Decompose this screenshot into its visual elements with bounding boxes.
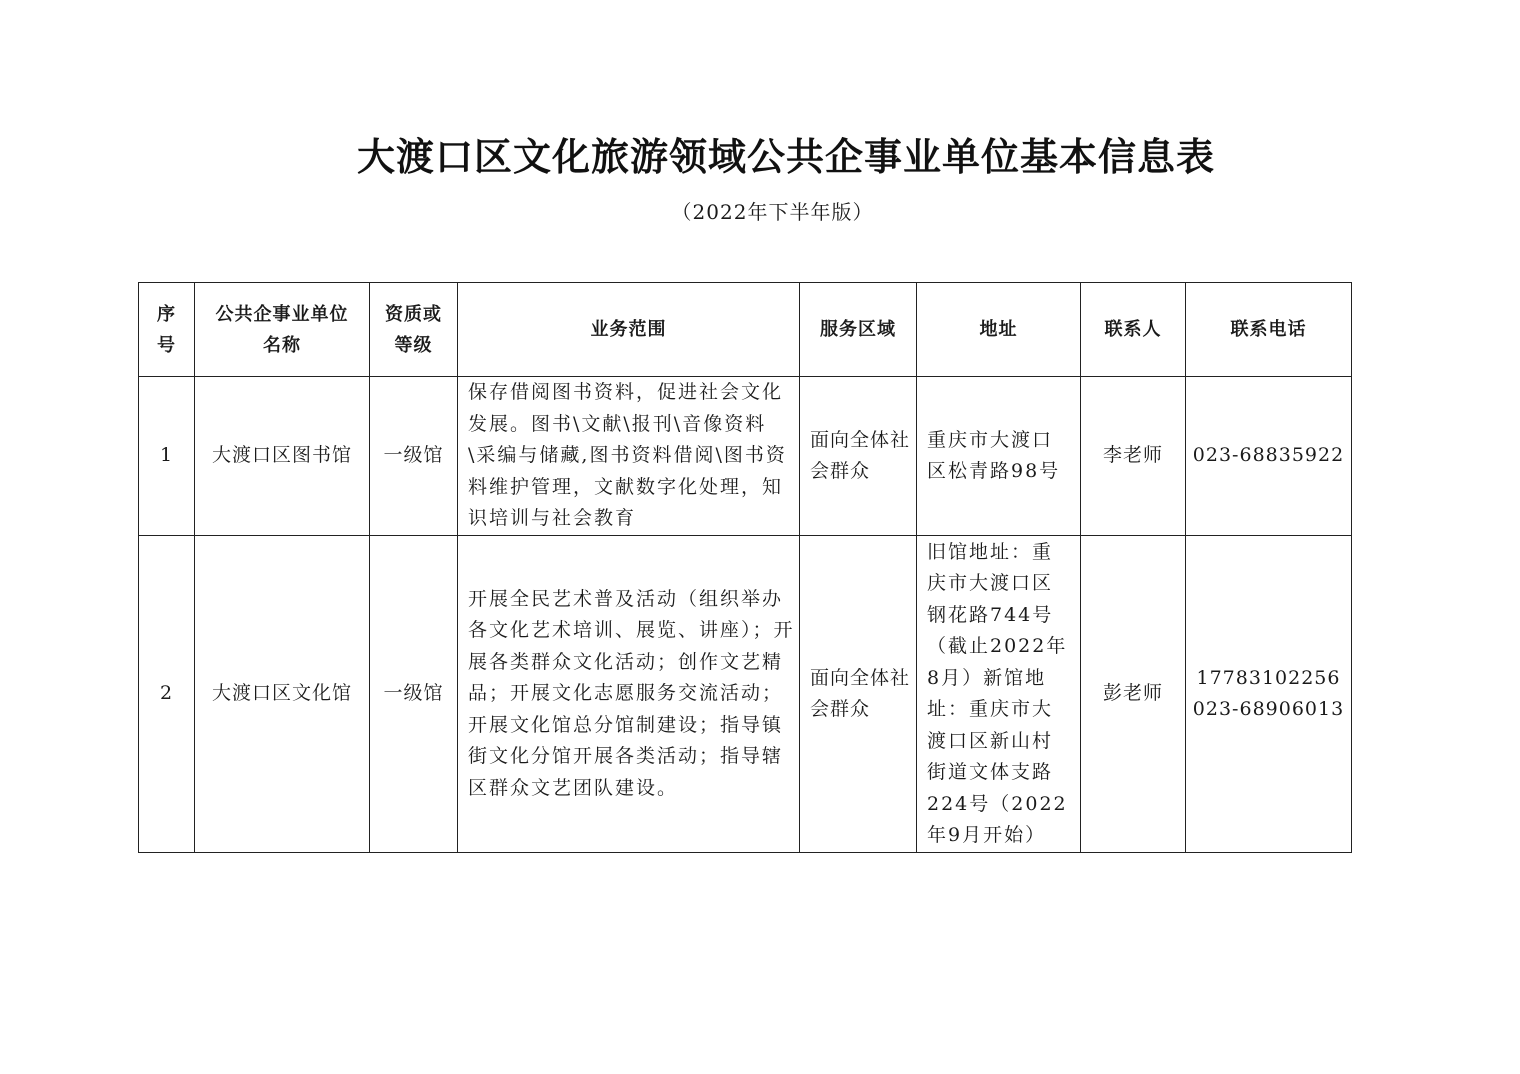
header-unit-name: 公共企事业单位 名称 — [195, 283, 370, 377]
cell-scope: 保存借阅图书资料，促进社会文化发展。图书\文献\报刊\音像资料\采编与储藏,图书资料借阅\图书资料维护管理，文献数字化处理，知识培训与社会教育 — [458, 377, 800, 536]
cell-address: 旧馆地址：重庆市大渡口区钢花路744号（截止2022年8月）新馆地址：重庆市大渡口区新山村街道文体支路224号（2022年9月开始） — [917, 536, 1081, 853]
header-seq: 序 号 — [139, 283, 195, 377]
phone-number: 023-68835922 — [1192, 444, 1345, 467]
info-table — [138, 282, 1352, 853]
cell-level: 一级馆 — [370, 536, 458, 853]
cell-contact: 彭老师 — [1081, 536, 1186, 853]
cell-phone — [1186, 536, 1352, 853]
cell-address: 重庆市大渡口区松青路98号 — [917, 377, 1081, 536]
phone-number: 17783102256 — [1196, 666, 1341, 689]
cell-scope: 开展全民艺术普及活动（组织举办各文化艺术培训、展览、讲座）；开展各类群众文化活动；创作文艺精品；开展文化志愿服务交流活动；开展文化馆总分馆制建设；指导镇街文化分馆开展各类活动；指导辖区群众文艺团队建设。 — [458, 536, 800, 853]
page-subtitle: （2022年下半年版） — [671, 200, 874, 224]
header-contact: 联系人 — [1081, 283, 1186, 377]
cell-seq: 1 — [139, 377, 195, 536]
phone-number: 023-68906013 — [1192, 698, 1345, 720]
cell-contact: 李老师 — [1081, 377, 1186, 536]
header-address: 地址 — [917, 283, 1081, 377]
header-row — [139, 283, 1352, 377]
header-area: 服务区域 — [800, 283, 917, 377]
cell-area: 面向全体社会群众 — [800, 377, 917, 536]
header-phone: 联系电话 — [1186, 283, 1352, 377]
cell-seq: 2 — [139, 536, 195, 853]
cell-unit-name: 大渡口区文化馆 — [195, 536, 370, 853]
header-scope: 业务范围 — [458, 283, 800, 377]
table-row — [139, 536, 1352, 853]
cell-phone — [1186, 377, 1352, 536]
cell-area: 面向全体社会群众 — [800, 536, 917, 853]
table-row — [139, 377, 1352, 536]
header-level: 资质或 等级 — [370, 283, 458, 377]
cell-level: 一级馆 — [370, 377, 458, 536]
cell-unit-name: 大渡口区图书馆 — [195, 377, 370, 536]
page-title: 大渡口区文化旅游领域公共企事业单位基本信息表 — [356, 135, 1215, 179]
